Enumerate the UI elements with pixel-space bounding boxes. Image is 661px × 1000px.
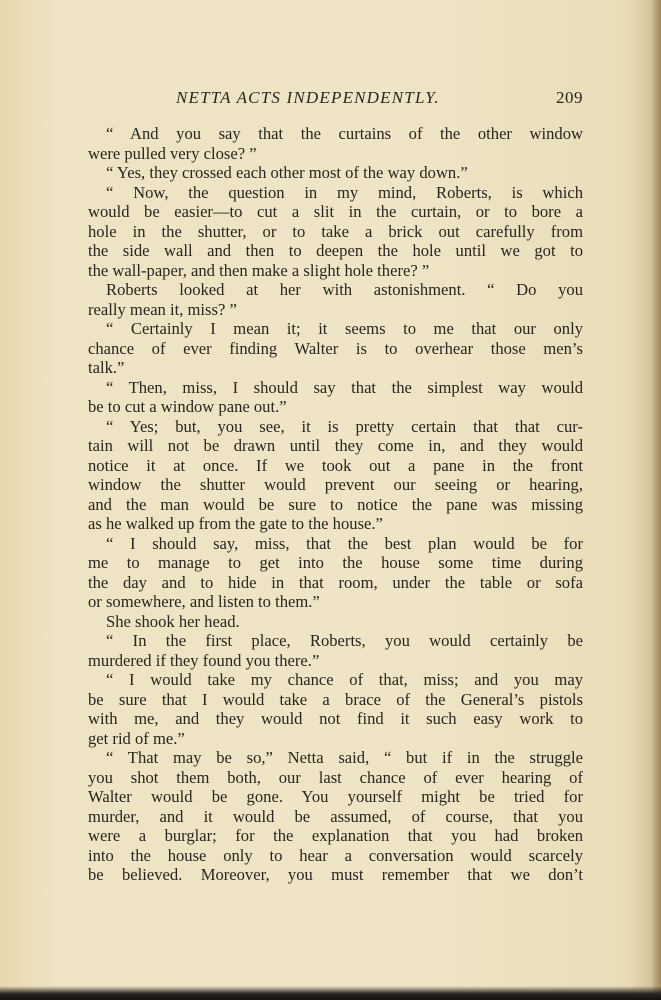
text-line: were a burglar; for the explanation that you had broken — [88, 826, 583, 845]
text-line: into the house only to hear a conversation would scarcely — [88, 845, 583, 865]
text-line: hole in the shutter, or to take a brick out carefully from — [88, 221, 583, 241]
text-line: “ That may be so,” Netta said, “ but if in the struggle — [106, 748, 583, 767]
text-line: “ Then, miss, I should say that the simplest way would — [106, 377, 583, 397]
text-line: “ I should say, miss, that the best plan would be for — [106, 533, 583, 553]
text-line: or somewhere, and listen to them.” — [88, 592, 320, 611]
text-line: me to manage to get into the house some time during — [88, 553, 583, 572]
page-edge-shadow — [651, 0, 661, 1000]
text-line: be believed. Moreover, you must remember that we don’t — [88, 865, 583, 884]
text-line: tain will not be drawn until they come in, and they would — [88, 436, 583, 455]
text-line: talk.” — [88, 358, 125, 377]
text-line: murdered if they found you there.” — [88, 650, 320, 670]
text-line: “ And you say that the curtains of the other window — [106, 124, 583, 143]
text-line: you shot them both, our last chance of ever hearing of — [88, 767, 583, 787]
text-line: “ Yes; but, you see, it is pretty certain that that cur- — [106, 416, 583, 436]
text-line: window the shutter would prevent our seeing or hearing, — [88, 475, 583, 494]
text-line: as he walked up from the gate to the house.” — [88, 514, 383, 533]
text-line: the wall-paper, and then make a slight hole there? ” — [88, 260, 430, 280]
running-head — [88, 88, 583, 110]
text-line: “ Certainly I mean it; it seems to me that our only — [106, 319, 583, 338]
text-line: notice it at once. If we took out a pane in the front — [88, 455, 583, 475]
body-text — [88, 124, 583, 885]
running-title: NETTA ACTS INDEPENDENTLY. — [176, 88, 440, 107]
text-line: “ I would take my chance of that, miss; and you may — [106, 670, 583, 689]
text-line: murder, and it would be assumed, of course, that you — [88, 806, 583, 826]
text-line: with me, and they would not find it such easy work to — [88, 709, 583, 728]
text-line: get rid of me.” — [88, 728, 185, 748]
text-line: She shook her head. — [106, 611, 240, 631]
page-bottom-shadow — [0, 986, 661, 1000]
text-line: the day and to hide in that room, under the table or sofa — [88, 572, 583, 592]
text-line: “ In the first place, Roberts, you would certainly be — [106, 631, 583, 650]
text-line: would be easier—to cut a slit in the curtain, or to bore a — [88, 202, 583, 221]
text-line: really mean it, miss? ” — [88, 299, 237, 319]
text-line: Walter would be gone. You yourself might be tried for — [88, 787, 583, 806]
page-number: 209 — [556, 88, 583, 107]
text-line: “ Now, the question in my mind, Roberts, is which — [106, 182, 583, 202]
text-line: the side wall and then to deepen the hole until we got to — [88, 241, 583, 260]
text-line: Roberts looked at her with astonishment. “ Do you — [106, 280, 583, 299]
text-line: and the man would be sure to notice the pane was missing — [88, 494, 583, 514]
text-line: be sure that I would take a brace of the General’s pistols — [88, 689, 583, 709]
text-line: chance of ever finding Walter is to overhear those men’s — [88, 338, 583, 358]
text-line: were pulled very close? ” — [88, 143, 257, 163]
text-line: “ Yes, they crossed each other most of the way down.” — [106, 163, 468, 182]
text-line: be to cut a window pane out.” — [88, 397, 287, 416]
